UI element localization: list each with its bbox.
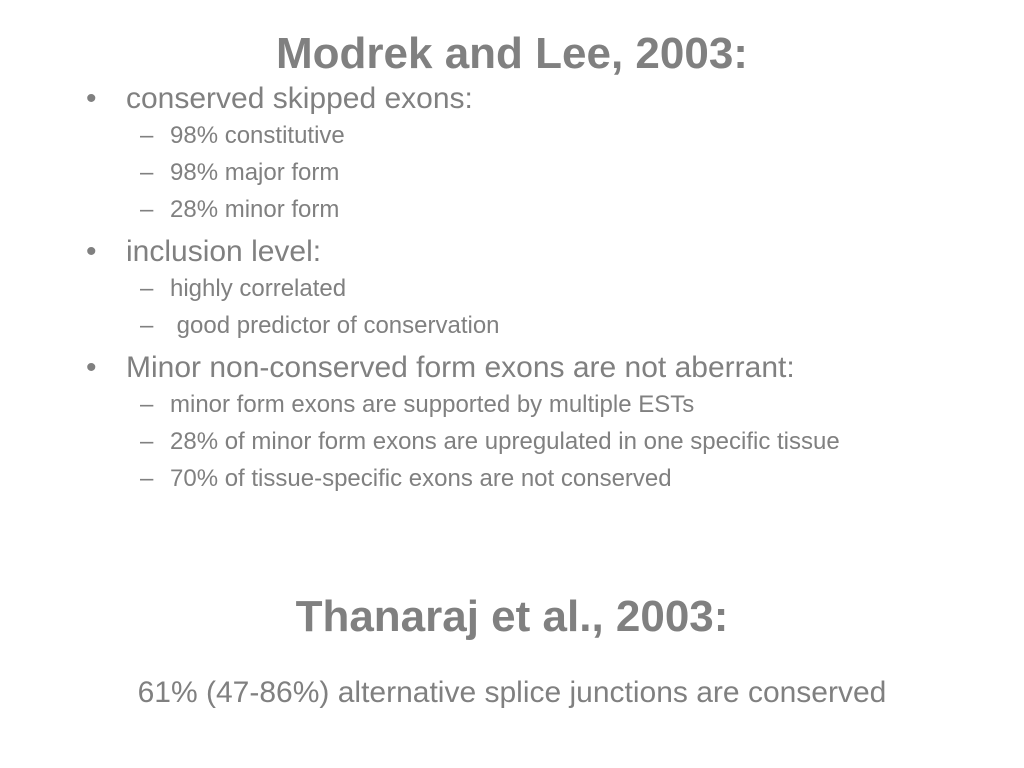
sub-bullet-list [126,273,946,341]
bullet-marker: • [86,235,97,268]
dash-marker: – [140,196,154,223]
bullet-inclusion-level [86,233,946,341]
dash-marker: – [140,428,154,455]
sub-bullet-text: minor form exons are supported by multiple ESTs [170,391,695,418]
sub-bullet-item [126,157,946,188]
sub-bullet-item [126,426,946,457]
dash-marker: – [140,122,154,149]
bullet-text: conserved skipped exons: [126,82,473,115]
sub-bullet-list [126,389,946,494]
sub-bullet-item [126,310,946,341]
sub-bullet-item [126,463,946,494]
dash-marker: – [140,159,154,186]
slide-title-modrek-lee: Modrek and Lee, 2003: [276,29,748,78]
bullet-minor-non-conserved [86,349,946,494]
dash-marker: – [140,465,154,492]
conservation-statement: 61% (47-86%) alternative splice junctions are conserved [137,676,887,709]
sub-bullet-item [126,389,946,420]
dash-marker: – [140,312,154,339]
sub-bullet-text: 28% minor form [170,196,340,223]
bullet-list [86,80,946,494]
bullet-conserved-skipped-exons [86,80,946,225]
sub-bullet-item [126,194,946,225]
bullet-text: Minor non-conserved form exons are not aberrant: [126,351,795,384]
sub-bullet-text: highly correlated [170,275,347,302]
bullet-marker: • [86,351,97,384]
sub-bullet-text: 98% constitutive [170,122,345,149]
sub-bullet-text: 98% major form [170,159,340,186]
slide-title-thanaraj: Thanaraj et al., 2003: [295,592,729,641]
sub-bullet-item [126,120,946,151]
sub-bullet-item [126,273,946,304]
sub-bullet-text: good predictor of conservation [170,312,500,339]
dash-marker: – [140,391,154,418]
dash-marker: – [140,275,154,302]
sub-bullet-text: 70% of tissue-specific exons are not conserved [170,465,672,492]
sub-bullet-list [126,120,946,225]
bullet-marker: • [86,82,97,115]
sub-bullet-text: 28% of minor form exons are upregulated in one specific tissue [170,428,840,455]
bullet-text: inclusion level: [126,235,322,268]
